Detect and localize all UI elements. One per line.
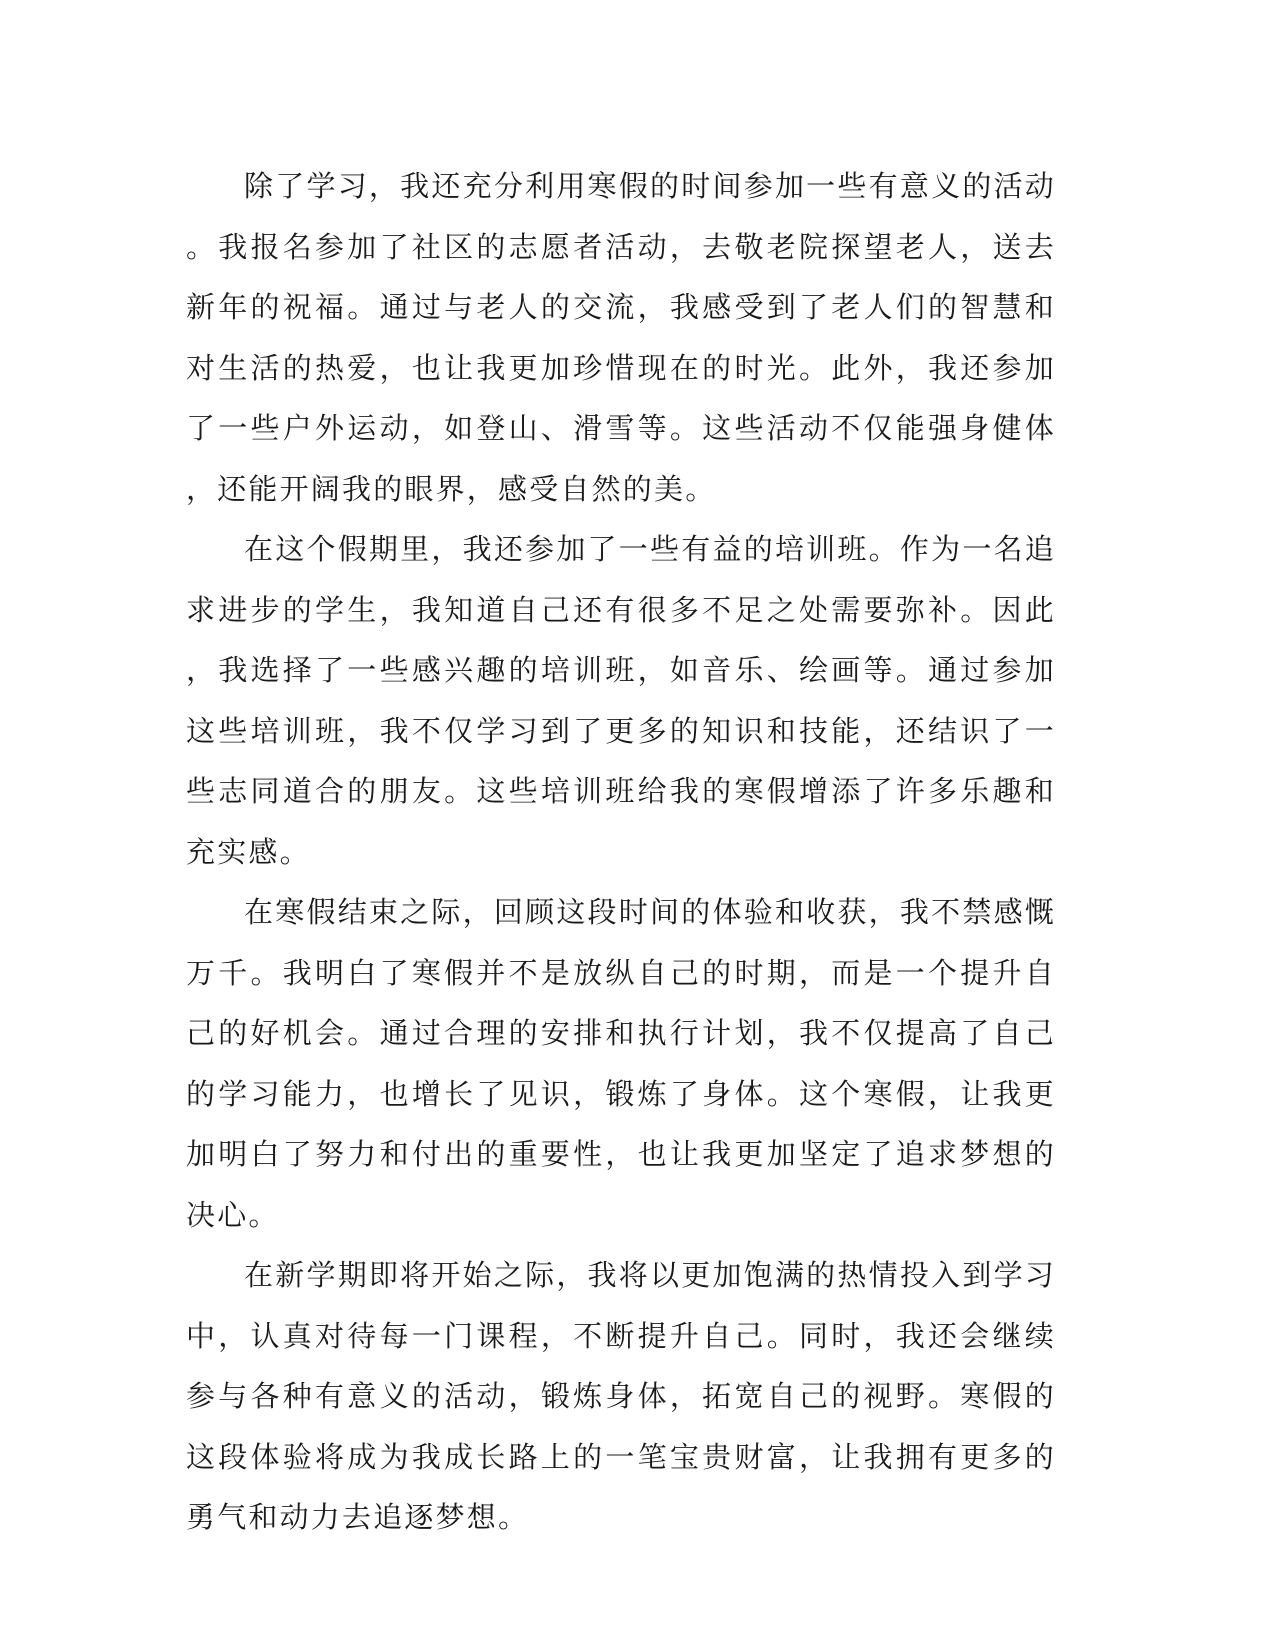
paragraph-activities: 除了学习，我还充分利用寒假的时间参加一些有意义的活动。我报名参加了社区的志愿者活动，去敬老院探望老人，送去新年的祝福。通过与老人的交流，我感受到了老人们的智慧和对生活的热爱，也让我更加珍惜现在的时光。此外，我还参加了一些户外运动，如登山、滑雪等。这些活动不仅能强身健体，还能开阔我的眼界，感受自然的美。 (186, 169, 1056, 506)
paragraph-training: 在这个假期里，我还参加了一些有益的培训班。作为一名追求进步的学生，我知道自己还有很多不足之处需要弥补。因此，我选择了一些感兴趣的培训班，如音乐、绘画等。通过参加这些培训班，我不仅学习到了更多的知识和技能，还结识了一些志同道合的朋友。这些培训班给我的寒假增添了许多乐趣和充实感。 (186, 532, 1056, 869)
document-body (186, 156, 1056, 1548)
paragraph-new-semester: 在新学期即将开始之际，我将以更加饱满的热情投入到学习中，认真对待每一门课程，不断提升自己。同时，我还会继续参与各种有意义的活动，锻炼身体，拓宽自己的视野。寒假的这段体验将成为我成长路上的一笔宝贵财富，让我拥有更多的勇气和动力去追逐梦想。 (186, 1258, 1056, 1534)
paragraph-reflection: 在寒假结束之际，回顾这段时间的体验和收获，我不禁感慨万千。我明白了寒假并不是放纵自己的时期，而是一个提升自己的好机会。通过合理的安排和执行计划，我不仅提高了自己的学习能力，也增长了见识，锻炼了身体。这个寒假，让我更加明白了努力和付出的重要性，也让我更加坚定了追求梦想的决心。 (186, 895, 1056, 1232)
